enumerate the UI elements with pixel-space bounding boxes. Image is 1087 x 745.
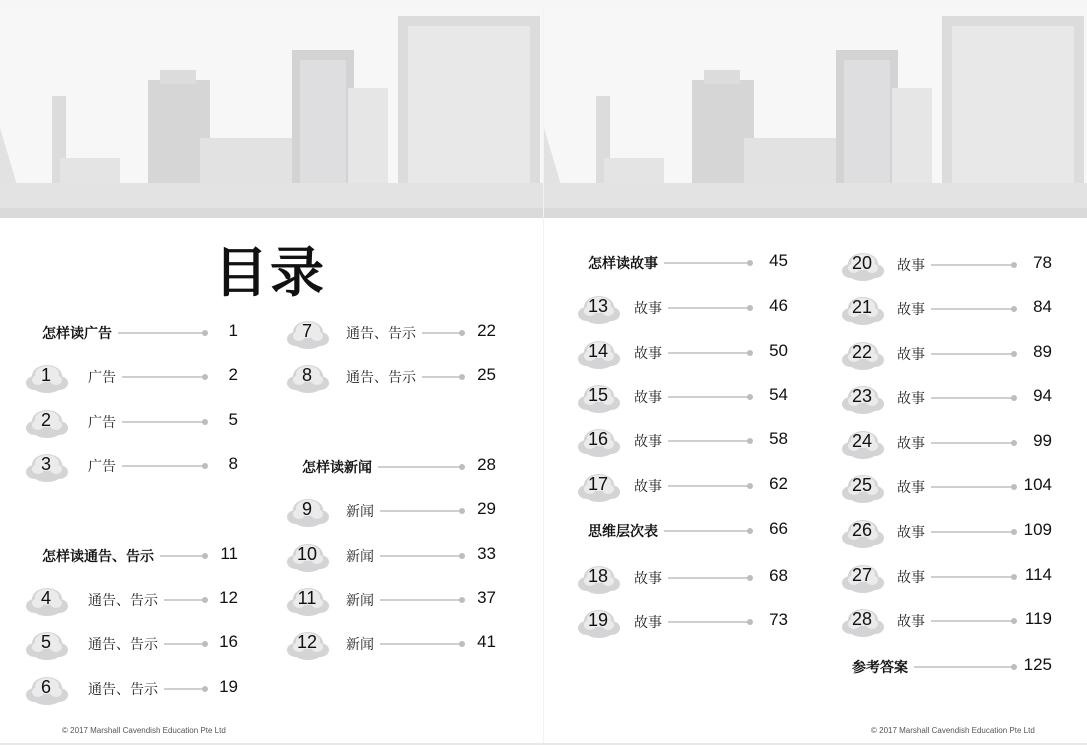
page-number: 54 — [769, 385, 788, 404]
unit-label: 故事 — [634, 615, 662, 631]
dot-leader — [931, 531, 1014, 533]
right-page — [544, 8, 1087, 743]
unit-number: 26 — [851, 520, 873, 540]
cloud-badge-icon — [287, 363, 327, 393]
toc-unit-entry — [0, 497, 543, 527]
city-skyline-illustration — [0, 8, 543, 218]
cloud-badge-icon — [287, 630, 327, 660]
page-number: 37 — [477, 588, 496, 607]
section-heading: 思维层次表 — [588, 524, 658, 540]
unit-label: 故事 — [897, 302, 925, 318]
unit-number: 18 — [587, 566, 609, 586]
page-number: 33 — [477, 544, 496, 563]
unit-label: 故事 — [634, 479, 662, 495]
toc-unit-entry — [0, 408, 543, 438]
unit-label: 故事 — [634, 434, 662, 450]
unit-number: 24 — [851, 431, 873, 451]
page-number: 8 — [228, 454, 238, 473]
cloud-badge-icon — [26, 408, 66, 438]
unit-label: 故事 — [897, 525, 925, 541]
page-number: 1 — [228, 321, 238, 340]
cloud-badge-icon — [26, 675, 66, 705]
top-edge — [0, 0, 1087, 8]
page-number: 89 — [1033, 342, 1052, 361]
cloud-badge-icon — [842, 295, 882, 325]
page-number: 68 — [769, 566, 788, 585]
cloud-badge-icon — [842, 563, 882, 593]
dot-leader — [931, 442, 1014, 444]
copyright-right: © 2017 Marshall Cavendish Education Pte Ltd — [871, 726, 1035, 735]
unit-label: 故事 — [634, 346, 662, 362]
section-heading: 怎样读广告 — [42, 326, 112, 342]
unit-label: 故事 — [897, 436, 925, 452]
unit-label: 故事 — [897, 614, 925, 630]
page-number: 50 — [769, 341, 788, 360]
page-number: 109 — [1023, 520, 1052, 539]
cloud-badge-icon — [287, 542, 327, 572]
unit-label: 通告、告示 — [88, 637, 158, 653]
left-page — [0, 8, 543, 743]
toc-unit-entry — [544, 563, 1087, 593]
dot-leader — [931, 486, 1014, 488]
page-number: 84 — [1033, 297, 1052, 316]
section-heading: 参考答案 — [852, 660, 908, 676]
page-number: 58 — [769, 429, 788, 448]
dot-leader — [122, 421, 205, 423]
toc-unit-entry — [544, 251, 1087, 281]
dot-leader — [931, 620, 1014, 622]
copyright-left: © 2017 Marshall Cavendish Education Pte Ltd — [62, 726, 226, 735]
unit-label: 故事 — [897, 480, 925, 496]
unit-label: 故事 — [897, 258, 925, 274]
page-number: 73 — [769, 610, 788, 629]
page-number: 62 — [769, 474, 788, 493]
page-title: 目录 — [214, 241, 326, 304]
unit-number: 14 — [587, 341, 609, 361]
cloud-badge-icon — [842, 340, 882, 370]
unit-number: 8 — [301, 365, 312, 385]
unit-number: 6 — [40, 677, 51, 697]
dot-leader — [164, 688, 205, 690]
page-number: 22 — [477, 321, 496, 340]
unit-number: 3 — [40, 454, 51, 474]
unit-label: 新闻 — [346, 549, 374, 565]
unit-label: 新闻 — [346, 504, 374, 520]
unit-label: 广告 — [88, 459, 116, 475]
unit-label: 故事 — [897, 570, 925, 586]
page-number: 12 — [219, 588, 238, 607]
page-number: 16 — [219, 632, 238, 651]
cloud-badge-icon — [842, 518, 882, 548]
unit-number: 28 — [851, 609, 873, 629]
unit-number: 22 — [851, 342, 873, 362]
toc-unit-entry — [0, 586, 543, 616]
dot-leader — [931, 576, 1014, 578]
section-heading: 怎样读通告、告示 — [42, 549, 154, 565]
toc-unit-entry — [0, 675, 543, 705]
dot-leader — [380, 555, 462, 557]
unit-label: 新闻 — [346, 593, 374, 609]
page-number: 29 — [477, 499, 496, 518]
unit-label: 新闻 — [346, 637, 374, 653]
unit-number: 9 — [301, 499, 312, 519]
page-number: 125 — [1023, 655, 1052, 674]
page-number: 66 — [769, 519, 788, 538]
unit-number: 11 — [297, 588, 317, 608]
unit-number: 2 — [40, 410, 51, 430]
unit-number: 16 — [587, 429, 609, 449]
dot-leader — [380, 599, 462, 601]
toc-unit-entry — [0, 319, 543, 349]
toc-unit-entry — [544, 295, 1087, 325]
dot-leader — [422, 376, 462, 378]
unit-number: 10 — [296, 544, 318, 564]
toc-unit-entry — [544, 518, 1087, 548]
unit-label: 广告 — [88, 370, 116, 386]
dot-leader — [914, 666, 1014, 668]
unit-number: 20 — [851, 253, 873, 273]
unit-number: 25 — [851, 475, 873, 495]
unit-number: 17 — [587, 474, 609, 494]
unit-number: 4 — [40, 588, 51, 608]
unit-number: 19 — [587, 610, 609, 630]
cloud-badge-icon — [842, 251, 882, 281]
unit-label: 通告、告示 — [346, 370, 416, 386]
unit-number: 12 — [296, 632, 318, 652]
cloud-badge-icon — [842, 429, 882, 459]
page-number: 28 — [477, 455, 496, 474]
dot-leader — [931, 264, 1014, 266]
cloud-badge-icon — [287, 319, 327, 349]
page-number: 99 — [1033, 431, 1052, 450]
cloud-badge-icon — [287, 497, 327, 527]
toc-section-entry — [544, 653, 1087, 683]
unit-number: 21 — [851, 297, 873, 317]
page-number: 114 — [1024, 565, 1052, 584]
toc-unit-entry — [0, 630, 543, 660]
cloud-badge-icon — [287, 586, 327, 616]
unit-number: 7 — [301, 321, 312, 341]
dot-leader — [380, 643, 462, 645]
page-number: 19 — [219, 677, 238, 696]
unit-label: 通告、告示 — [346, 326, 416, 342]
page-number: 11 — [220, 544, 238, 563]
toc-section-entry — [0, 453, 543, 483]
dot-leader — [422, 332, 462, 334]
unit-number: 15 — [587, 385, 609, 405]
toc-unit-entry — [544, 429, 1087, 459]
page-number: 45 — [769, 251, 788, 270]
page-number: 41 — [477, 632, 496, 651]
page-number: 104 — [1023, 475, 1052, 494]
page-number: 25 — [477, 365, 496, 384]
unit-label: 广告 — [88, 415, 116, 431]
toc-unit-entry — [0, 542, 543, 572]
cloud-badge-icon — [842, 473, 882, 503]
dot-leader — [931, 397, 1014, 399]
unit-number: 13 — [587, 296, 609, 316]
page-number: 46 — [769, 296, 788, 315]
unit-label: 故事 — [897, 391, 925, 407]
page-number: 94 — [1033, 386, 1052, 405]
section-heading: 怎样读新闻 — [302, 460, 372, 476]
unit-label: 故事 — [634, 301, 662, 317]
page-number: 78 — [1033, 253, 1052, 272]
cloud-badge-icon — [842, 384, 882, 414]
unit-number: 27 — [851, 565, 873, 585]
unit-label: 通告、告示 — [88, 593, 158, 609]
city-skyline-illustration — [544, 8, 1087, 218]
dot-leader — [378, 466, 462, 468]
unit-number: 1 — [40, 365, 51, 385]
toc-unit-entry — [544, 384, 1087, 414]
unit-label: 故事 — [634, 571, 662, 587]
unit-label: 故事 — [897, 347, 925, 363]
dot-leader — [931, 353, 1014, 355]
unit-number: 5 — [40, 632, 51, 652]
page-number: 5 — [228, 410, 238, 429]
toc-unit-entry — [0, 363, 543, 393]
dot-leader — [931, 308, 1014, 310]
dot-leader — [380, 510, 462, 512]
page-number: 2 — [228, 365, 238, 384]
unit-label: 通告、告示 — [88, 682, 158, 698]
toc-unit-entry — [544, 340, 1087, 370]
toc-unit-entry — [544, 607, 1087, 637]
cloud-badge-icon — [842, 607, 882, 637]
unit-number: 23 — [851, 386, 873, 406]
page-number: 119 — [1024, 609, 1052, 628]
section-heading: 怎样读故事 — [588, 256, 658, 272]
toc-unit-entry — [544, 473, 1087, 503]
unit-label: 故事 — [634, 390, 662, 406]
